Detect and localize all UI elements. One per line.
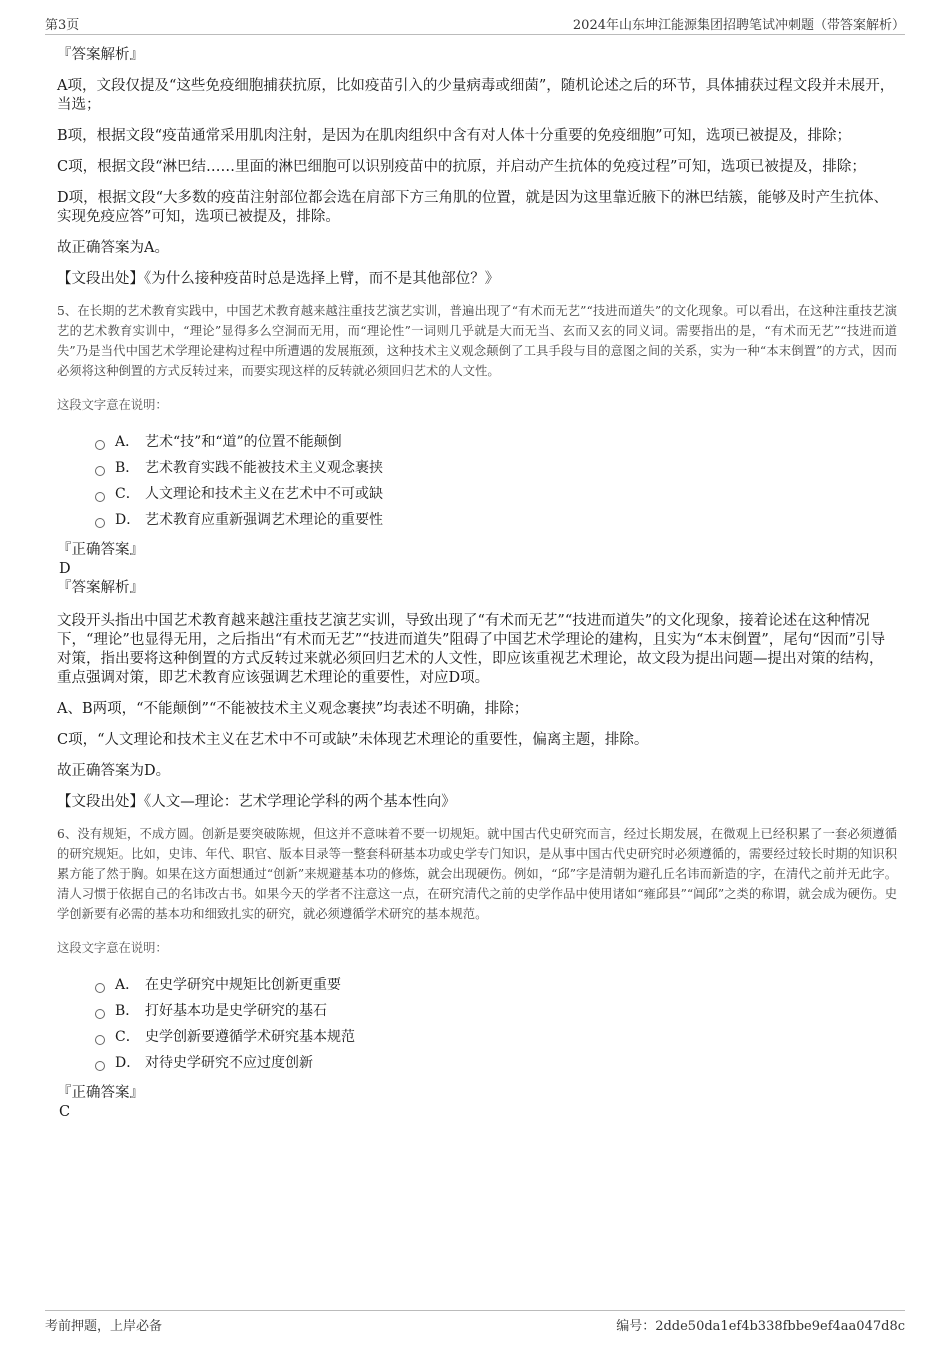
- option-c[interactable]: C． 人文理论和技术主义在艺术中不可或缺: [95, 481, 897, 507]
- option-d[interactable]: D． 对待史学研究不应过度创新: [95, 1050, 897, 1076]
- analysis-paragraph: A、B两项，“不能颠倒”“不能被技术主义观念裹挟”均表述不明确，排除；: [57, 701, 529, 717]
- question-5-options: [95, 429, 897, 533]
- option-c[interactable]: C． 史学创新要遵循学术研究基本规范: [95, 1024, 897, 1050]
- correct-answer-value: D: [59, 561, 71, 577]
- radio-icon[interactable]: [95, 518, 105, 528]
- correct-answer-value: C: [59, 1104, 71, 1120]
- source-citation: 【文段出处】《人文—理论：艺术学理论学科的两个基本性向》: [57, 794, 456, 810]
- question-5-prompt: 这段文字意在说明：: [57, 398, 168, 412]
- radio-icon[interactable]: [95, 1009, 105, 1019]
- correct-answer-label: 『正确答案』: [57, 1085, 144, 1101]
- radio-icon[interactable]: [95, 1035, 105, 1045]
- correct-answer-label: 『正确答案』: [57, 542, 144, 558]
- radio-icon[interactable]: [95, 440, 105, 450]
- option-a[interactable]: A． 在史学研究中规矩比创新更重要: [95, 972, 897, 998]
- analysis-paragraph: B项，根据文段“疫苗通常采用肌肉注射，是因为在肌肉组织中含有对人体十分重要的免疫细胞”可知，选项已被提及，排除；: [57, 128, 851, 144]
- option-b[interactable]: B． 打好基本功是史学研究的基石: [95, 998, 897, 1024]
- analysis-paragraph: A项，文段仅提及“这些免疫细胞捕获抗原，比如疫苗引入的少量病毒或细菌”，随机论述之后的环节，具体捕获过程文段并未展开，当选；: [57, 78, 895, 113]
- option-a[interactable]: A． 艺术“技”和“道”的位置不能颠倒: [95, 429, 897, 455]
- footer-slogan: 考前押题，上岸必备: [45, 1319, 163, 1334]
- document-serial: 编号：2dde50da1ef4b338fbbe9ef4aa047d8c: [616, 1319, 905, 1334]
- question-6-text: 6、没有规矩，不成方圆。创新是要突破陈规，但这并不意味着不要一切规矩。就中国古代史研究而言，经过长期发展，在微观上已经积累了一套必须遵循的研究规矩。比如，史讳、年代、职官、版本目录等一整套科研基本功或史学专门知识，是从事中国古代史研究时必须遵循的，需要经过较长时期的知识积累方能了然于胸。如果在这方面想通过“创新”来规避基本功的修炼，就会出现硬伤。例如，“邱”字是清朝为避孔丘名讳而新造的字，在清代之前并无此字。清人习惯于依据自己的名讳改古书。如果今天的学者不注意这一点，在研究清代之前的史学作品中使用诸如“雍邱县”“阊邱”之类的称谓，就会成为硬伤。史学创新要有必需的基本功和细致扎实的研究，就必须遵循学术研究的基本规范。: [57, 827, 897, 921]
- analysis-paragraph: 文段开头指出中国艺术教育越来越注重技艺演艺实训，导致出现了“有术而无艺”“技进而道失”的文化现象，接着论述在这种情况下，“理论”也显得无用，之后指出“有术而无艺”“技进而道失”阻碍了中国艺术学理论的建构，且实为“本末倒置”，尾句“因而”引导对策，指出要将这种倒置的方式反转过来就必须回归艺术的人文性，即应该重视艺术理论，故文段为提出问题—提出对策的结构，重点强调对策，即艺术教育应该强调艺术理论的重要性，对应D项。: [57, 613, 886, 686]
- page-header: [45, 14, 905, 35]
- page-content: [57, 46, 897, 1122]
- analysis-label: 『答案解析』: [57, 580, 144, 596]
- analysis-paragraph: C项，“人文理论和技术主义在艺术中不可或缺”未体现艺术理论的重要性，偏离主题，排除。: [57, 732, 649, 748]
- option-b[interactable]: B． 艺术教育实践不能被技术主义观念裹挟: [95, 455, 897, 481]
- document-title: 2024年山东坤江能源集团招聘笔试冲刺题（带答案解析）: [572, 18, 905, 33]
- question-5-text: 5、在长期的艺术教育实践中，中国艺术教育越来越注重技艺演艺实训，普遍出现了“有术而无艺”“技进而道失”的文化现象。可以看出，在这种注重技艺演艺的艺术教育实训中，“理论”显得多么空洞而无用，而“理论性”一词则几乎就是大而无当、玄而又玄的同义词。需要指出的是，“有术而无艺”“技进而道失”乃是当代中国艺术学理论建构过程中所遭遇的发展瓶颈，这种技术主义观念颠倒了工具手段与目的意图之间的关系，实为一种“本末倒置”的方式，因而必须将这种倒置的方式反转过来，而要实现这样的反转就必须回归艺术的人文性。: [57, 304, 897, 378]
- analysis-label: 『答案解析』: [57, 47, 144, 63]
- analysis-conclusion: 故正确答案为A。: [57, 240, 169, 256]
- radio-icon[interactable]: [95, 466, 105, 476]
- question-6-options: [95, 972, 897, 1076]
- analysis-paragraph: C项，根据文段“淋巴结……里面的淋巴细胞可以识别疫苗中的抗原，并启动产生抗体的免疫过程”可知，选项已被提及，排除；: [57, 159, 866, 175]
- radio-icon[interactable]: [95, 1061, 105, 1071]
- radio-icon[interactable]: [95, 492, 105, 502]
- option-d[interactable]: D． 艺术教育应重新强调艺术理论的重要性: [95, 507, 897, 533]
- page-number: 第3页: [45, 18, 80, 33]
- radio-icon[interactable]: [95, 983, 105, 993]
- analysis-conclusion: 故正确答案为D。: [57, 763, 171, 779]
- analysis-paragraph: D项，根据文段“大多数的疫苗注射部位都会选在肩部下方三角肌的位置，就是因为这里靠近腋下的淋巴结簇，能够及时产生抗体、实现免疫应答”可知，选项已被提及，排除。: [57, 190, 889, 225]
- source-citation: 【文段出处】《为什么接种疫苗时总是选择上臂，而不是其他部位？》: [57, 271, 500, 287]
- page-footer: [45, 1310, 905, 1336]
- question-6-prompt: 这段文字意在说明：: [57, 941, 168, 955]
